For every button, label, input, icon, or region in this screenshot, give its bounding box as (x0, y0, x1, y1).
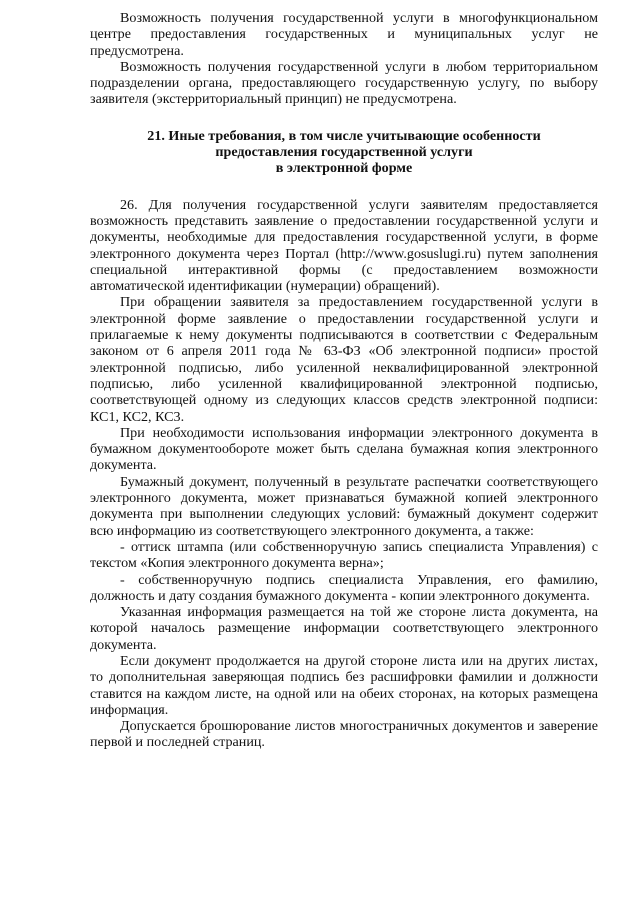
list-item-handwritten-signature: - собственноручную подпись специалиста Управления, его фамилию, должность и дату создания бумажного документа - копии электронного документа. (90, 571, 598, 604)
section-heading-line-2: предоставления государственной услуги (215, 144, 473, 161)
paragraph-paper-conditions: Бумажный документ, полученный в результате распечатки соответствующего электронного документа, может признаваться бумажной копией электронного документа при выполнении следующих условий: бумажный документ содержит всю информацию из соответствующего электронного документа, а также: (90, 473, 598, 539)
paragraph-mfc: Возможность получения государственной услуги в многофункциональном центре предоставления государственных и муниципальных услуг не предусмотрена. (90, 10, 598, 59)
paragraph-continuation: Если документ продолжается на другой стороне листа или на других листах, то дополнительная заверяющая подпись без расшифровки фамилии и должности ставится на каждом листе, на одной или на обеих сторонах, на которых размещена информация. (90, 652, 598, 718)
paragraph-extraterritorial: Возможность получения государственной услуги в любом территориальном подразделении органа, предоставляющего государственную услугу, по выбору заявителя (экстерриториальный принцип) не предусмотрена. (90, 58, 598, 108)
section-heading (90, 128, 598, 177)
paragraph-binding: Допускается брошюрование листов многостраничных документов и заверение первой и последней страниц. (90, 718, 598, 751)
paragraph-signature: При обращении заявителя за предоставлением государственной услуги в электронной форме заявление о предоставлении государственной услуги и прилагаемые к нему документы подписываются в соответствии с Федеральным законом от 6 апреля 2011 года № 63-ФЗ «Об электронной подписи» простой электронной подписью, либо усиленной неквалифицированной электронной подписью, либо усиленной квалифицированной электронной подписью, соответствующей одному из следующих классов средств электронной подписи: КС1, КС2, КС3. (90, 294, 598, 425)
list-item-stamp: - оттиск штампа (или собственноручную запись специалиста Управления) с текстом «Копия электронного документа верна»; (90, 538, 598, 572)
section-heading-line-1: 21. Иные требования, в том числе учитывающие особенности (147, 127, 541, 144)
paragraph-paper-copy: При необходимости использования информации электронного документа в бумажном документообороте может быть сделана бумажная копия электронного документа. (90, 424, 598, 474)
paragraph-26: 26. Для получения государственной услуги заявителям предоставляется возможность представить заявление о предоставлении государственной услуги и документы, необходимые для предоставления государственной услуги, в форме электронного документа через Портал (http://www.gosuslugi.ru) путем заполнения специальной интерактивной формы (с предоставлением возможности автоматической идентификации (нумерации) обращений). (90, 196, 598, 295)
section-heading-line-3: в электронной форме (275, 160, 413, 177)
paragraph-placement: Указанная информация размещается на той же стороне листа документа, на которой началось размещение информации соответствующего электронного документа. (90, 604, 598, 653)
